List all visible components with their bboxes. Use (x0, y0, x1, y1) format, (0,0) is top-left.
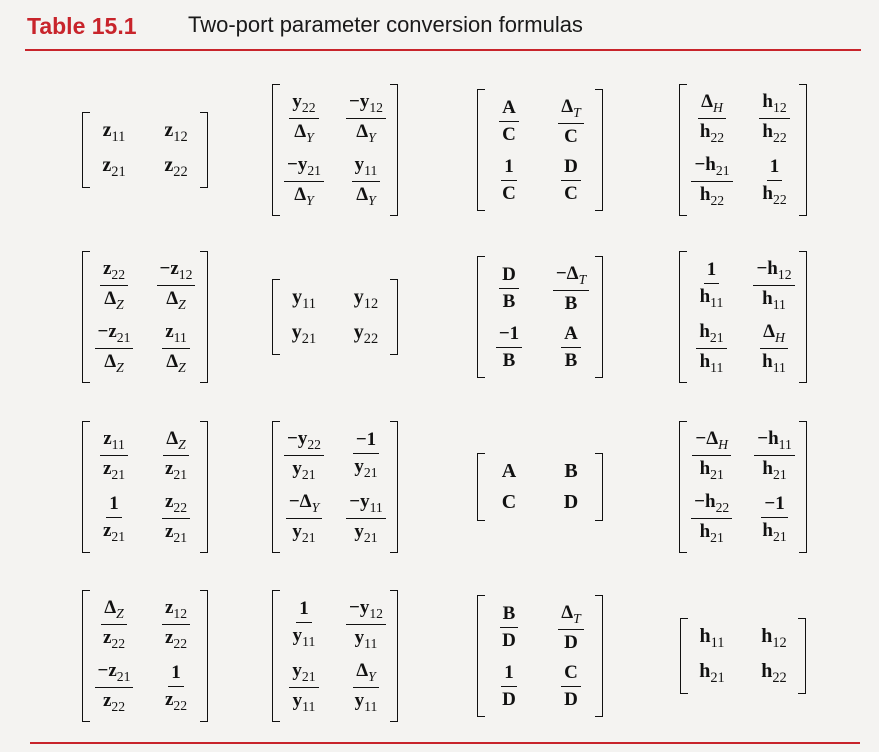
left-bracket (477, 256, 485, 379)
denominator: B (564, 349, 578, 371)
matrix-entry (754, 492, 795, 545)
numerator: $-y_{12}$ (346, 92, 386, 119)
matrix-entry (346, 429, 386, 482)
entry-symbol: $y_{21}$ (291, 321, 317, 347)
matrix-entry (346, 287, 386, 312)
matrix-entry (551, 97, 591, 147)
table-number: Table 15.1 (27, 13, 137, 39)
matrix-entry (94, 661, 134, 714)
numerator: $-h_{22}$ (691, 492, 732, 519)
denominator: $\Delta_Y$ (356, 120, 376, 145)
denominator: C (502, 124, 516, 146)
conversion-matrix (235, 237, 435, 397)
numerator: $-y_{22}$ (284, 429, 324, 456)
denominator: $z_{21}$ (102, 519, 126, 544)
matrix-entry (284, 155, 324, 208)
numerator: A (561, 324, 581, 348)
matrix-entry (156, 492, 196, 545)
numerator: $\Delta_Z$ (163, 429, 189, 456)
denominator: B (502, 349, 516, 371)
numerator: $\Delta_H$ (760, 322, 788, 349)
entry-symbol: $y_{12}$ (353, 285, 379, 312)
numerator: 1 (501, 157, 517, 181)
table-title: Two-port parameter conversion formulas (188, 12, 583, 37)
numerator: 1 (106, 494, 122, 518)
conversion-matrix (235, 407, 435, 567)
conversion-matrix (643, 237, 843, 397)
conversion-matrix (45, 576, 245, 736)
entry-symbol: $h_{12}$ (761, 624, 787, 651)
right-bracket (799, 251, 807, 384)
conversion-matrix (440, 70, 640, 230)
denominator: $z_{22}$ (164, 688, 188, 713)
matrix-entry (489, 264, 529, 314)
entry-symbol: $z_{12}$ (164, 118, 188, 145)
matrix-entry (346, 155, 386, 208)
matrix-entry (489, 663, 529, 710)
denominator: D (502, 630, 516, 652)
denominator: D (564, 631, 578, 653)
numerator: $z_{11}$ (162, 322, 190, 349)
left-bracket (680, 618, 688, 694)
numerator: 1 (767, 157, 783, 181)
denominator: $h_{11}$ (699, 286, 724, 311)
conversion-matrix (440, 407, 640, 567)
denominator: $z_{22}$ (164, 626, 188, 651)
numerator: B (500, 604, 519, 628)
entry-symbol: $z_{22}$ (164, 154, 188, 180)
denominator: $h_{11}$ (762, 351, 786, 375)
matrix-entry (753, 259, 794, 312)
numerator: $z_{12}$ (162, 598, 190, 625)
matrix-entry (346, 322, 386, 347)
denominator: $\Delta_Y$ (294, 120, 314, 145)
matrix-entry (284, 287, 324, 312)
matrix-entry (691, 322, 731, 375)
right-bracket (390, 84, 398, 217)
right-bracket (390, 279, 398, 355)
entry-symbol: $h_{21}$ (699, 660, 725, 686)
matrix-entry (94, 492, 134, 545)
matrix-entry (551, 663, 591, 710)
matrix-entry (691, 492, 732, 545)
matrix-entry (156, 155, 196, 180)
denominator: $y_{11}$ (292, 690, 316, 714)
numerator: A (499, 98, 519, 122)
right-bracket (595, 595, 603, 718)
right-bracket (595, 89, 603, 212)
numerator: $-\Delta_Y$ (286, 492, 322, 519)
numerator: $h_{21}$ (696, 322, 726, 349)
left-bracket (82, 251, 90, 384)
denominator: $z_{22}$ (102, 690, 126, 714)
right-bracket (200, 590, 208, 723)
matrix-entry (489, 157, 529, 204)
matrix-entry (691, 92, 732, 145)
denominator: $y_{11}$ (354, 690, 378, 714)
numerator: $-h_{12}$ (753, 259, 794, 286)
numerator: $z_{22}$ (100, 259, 128, 286)
matrix-entry (94, 322, 134, 375)
numerator: $\Delta_Y$ (353, 661, 379, 688)
numerator: $\Delta_T$ (558, 97, 584, 124)
matrix-entry (284, 598, 324, 651)
numerator: $-y_{12}$ (346, 598, 386, 625)
numerator: $\Delta_H$ (698, 92, 726, 119)
matrix-entry (346, 598, 386, 651)
denominator: $z_{21}$ (164, 521, 188, 545)
left-bracket (82, 421, 90, 554)
denominator: $\Delta_Y$ (294, 184, 314, 208)
numerator: D (499, 265, 519, 289)
numerator: $-h_{11}$ (754, 429, 795, 456)
matrix-entry (755, 155, 795, 208)
denominator: $h_{21}$ (699, 457, 724, 482)
entry-symbol: $y_{11}$ (292, 285, 316, 312)
denominator: $h_{21}$ (762, 457, 787, 482)
conversion-matrix (45, 70, 245, 230)
denominator: $\Delta_Y$ (356, 184, 376, 208)
entry-symbol: D (563, 491, 579, 513)
denominator: $y_{21}$ (292, 521, 316, 545)
right-bracket (798, 618, 806, 694)
matrix-entry (489, 324, 529, 371)
denominator: $y_{11}$ (292, 625, 316, 650)
matrix-entry (692, 661, 732, 686)
denominator: $y_{21}$ (354, 456, 378, 481)
numerator: C (561, 663, 581, 687)
matrix-entry (284, 322, 324, 347)
matrix-entry (94, 429, 134, 482)
denominator: $z_{21}$ (102, 457, 126, 482)
entry-symbol: B (564, 460, 578, 482)
numerator: $\Delta_Z$ (101, 598, 127, 625)
denominator: $h_{22}$ (762, 182, 787, 207)
matrix-entry (284, 492, 324, 545)
left-bracket (679, 84, 687, 217)
entry-symbol: $y_{22}$ (353, 321, 379, 347)
denominator: C (564, 182, 578, 204)
conversion-matrix (440, 237, 640, 397)
matrix-entry (754, 429, 795, 482)
matrix-entry (551, 324, 591, 371)
matrix-entry (156, 598, 196, 651)
left-bracket (82, 590, 90, 723)
matrix-entry (346, 492, 386, 545)
conversion-matrix (440, 576, 640, 736)
numerator: 1 (501, 663, 517, 687)
denominator: $h_{11}$ (762, 287, 786, 312)
matrix-entry (753, 322, 794, 375)
entry-symbol: C (501, 491, 517, 513)
denominator: $h_{22}$ (699, 184, 725, 208)
numerator: $-\Delta_T$ (553, 264, 589, 291)
denominator: $\Delta_Z$ (166, 351, 186, 375)
matrix-entry (156, 322, 196, 375)
numerator: $-\Delta_H$ (692, 429, 731, 456)
denominator: $h_{22}$ (762, 120, 787, 145)
left-bracket (477, 453, 485, 521)
denominator: $h_{11}$ (699, 351, 724, 375)
conversion-matrix (643, 70, 843, 230)
right-bracket (200, 112, 208, 188)
matrix-entry (284, 429, 324, 482)
matrix-entry (346, 92, 386, 145)
conversion-matrix (643, 576, 843, 736)
right-bracket (799, 84, 807, 217)
matrix-entry (551, 492, 591, 513)
numerator: $-z_{21}$ (95, 661, 134, 688)
matrix-entry (691, 429, 732, 482)
matrix-entry (551, 157, 591, 204)
numerator: $z_{11}$ (100, 429, 128, 456)
right-bracket (200, 251, 208, 384)
entry-symbol: $z_{11}$ (102, 118, 126, 145)
conversion-matrix (45, 407, 245, 567)
matrix-entry (94, 155, 134, 180)
numerator: $y_{21}$ (289, 661, 318, 688)
entry-symbol: $h_{22}$ (761, 660, 787, 686)
matrix-entry (284, 661, 324, 714)
denominator: B (564, 292, 578, 314)
matrix-entry (346, 661, 386, 714)
denominator: $z_{21}$ (164, 457, 188, 482)
left-bracket (679, 421, 687, 554)
matrix-entry (489, 492, 529, 513)
left-bracket (477, 595, 485, 718)
left-bracket (82, 112, 90, 188)
denominator: C (502, 182, 516, 204)
denominator: $y_{21}$ (292, 457, 316, 482)
numerator: −1 (496, 324, 522, 348)
right-bracket (390, 421, 398, 554)
numerator: $h_{12}$ (759, 92, 789, 119)
matrix-entry (551, 603, 591, 653)
denominator: B (502, 291, 516, 313)
numerator: $-h_{21}$ (691, 155, 732, 182)
matrix-entry (551, 264, 591, 314)
matrix-entry (489, 461, 529, 482)
matrix-entry (94, 120, 134, 145)
right-bracket (200, 421, 208, 554)
denominator: $h_{22}$ (699, 120, 725, 145)
denominator: $h_{21}$ (762, 519, 787, 544)
entry-symbol: A (501, 460, 517, 482)
left-bracket (272, 279, 280, 355)
numerator: $y_{22}$ (289, 92, 318, 119)
matrix-entry (156, 259, 196, 312)
matrix-entry (692, 626, 732, 651)
conversion-matrix (235, 576, 435, 736)
left-bracket (679, 251, 687, 384)
numerator: $-z_{21}$ (95, 322, 134, 349)
right-bracket (595, 453, 603, 521)
left-bracket (272, 421, 280, 554)
right-bracket (390, 590, 398, 723)
left-bracket (272, 590, 280, 723)
numerator: $-y_{11}$ (346, 492, 386, 519)
denominator: $\Delta_Z$ (104, 287, 124, 312)
numerator: −1 (353, 430, 379, 454)
denominator: D (502, 688, 516, 710)
right-bracket (799, 421, 807, 554)
right-bracket (595, 256, 603, 379)
denominator: D (564, 688, 578, 710)
matrix-entry (156, 429, 196, 482)
conversion-matrix (45, 237, 245, 397)
denominator: $y_{21}$ (354, 521, 378, 545)
numerator: $-y_{21}$ (284, 155, 324, 182)
left-bracket (272, 84, 280, 217)
entry-symbol: $z_{21}$ (102, 154, 126, 180)
matrix-entry (489, 603, 529, 653)
numerator: $-z_{12}$ (157, 259, 196, 286)
denominator: $\Delta_Z$ (166, 287, 186, 312)
numerator: $\Delta_T$ (558, 603, 584, 630)
numerator: $z_{22}$ (162, 492, 190, 519)
matrix-entry (691, 259, 731, 312)
left-bracket (477, 89, 485, 212)
denominator: $z_{22}$ (102, 626, 126, 651)
matrix-entry (156, 120, 196, 145)
numerator: 1 (296, 599, 312, 623)
matrix-entry (754, 626, 794, 651)
matrix-entry (284, 92, 324, 145)
entry-symbol: $h_{11}$ (699, 624, 725, 651)
matrix-entry (754, 661, 794, 686)
numerator: 1 (704, 260, 720, 284)
numerator: $y_{11}$ (352, 155, 381, 182)
matrix-entry (156, 661, 196, 714)
bottom-rule (30, 742, 860, 744)
denominator: C (564, 125, 578, 147)
matrix-entry (551, 461, 591, 482)
matrix-entry (94, 598, 134, 651)
matrix-entry (489, 97, 529, 147)
numerator: −1 (761, 494, 787, 518)
denominator: $h_{21}$ (699, 521, 724, 545)
matrix-entry (691, 155, 732, 208)
conversion-matrix (235, 70, 435, 230)
denominator: $\Delta_Z$ (104, 351, 124, 375)
denominator: $y_{11}$ (354, 626, 378, 651)
matrix-entry (755, 92, 795, 145)
numerator: 1 (168, 663, 184, 687)
numerator: D (561, 157, 581, 181)
matrix-entry (94, 259, 134, 312)
conversion-matrix (643, 407, 843, 567)
